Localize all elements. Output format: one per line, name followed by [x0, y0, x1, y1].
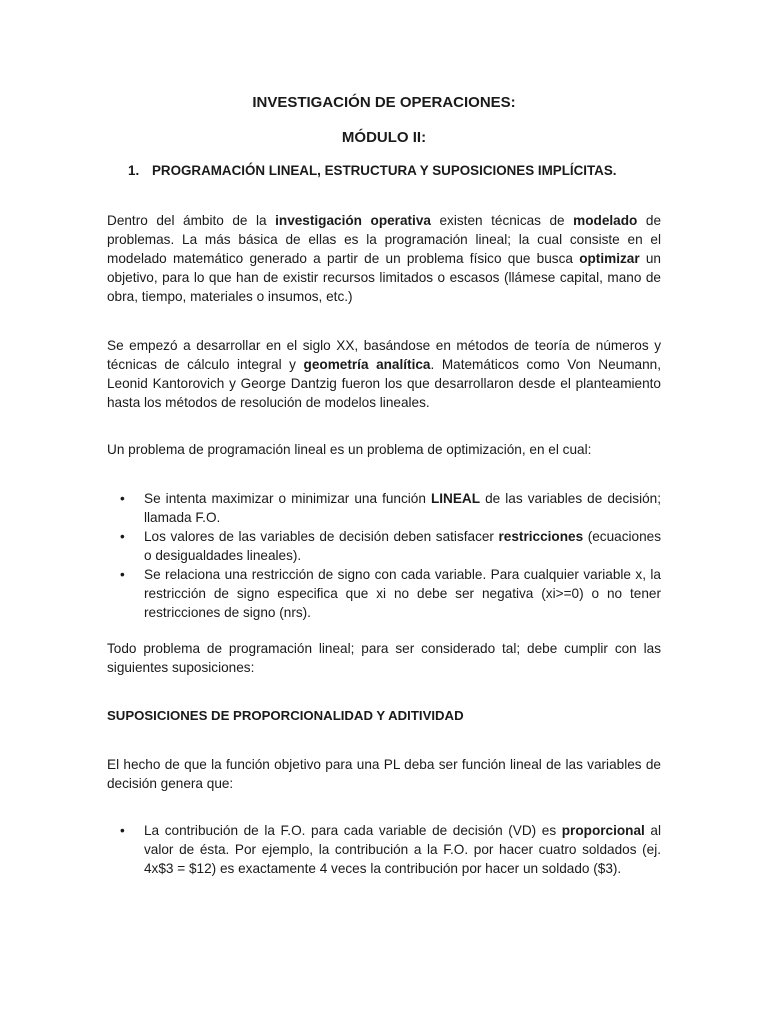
list-item	[107, 489, 661, 527]
sub-heading: SUPOSICIONES DE PROPORCIONALIDAD Y ADITIVIDAD	[107, 708, 464, 723]
bold-term: LINEAL	[430, 491, 481, 506]
text-run: Se intenta maximizar o minimizar una función	[144, 491, 431, 506]
paragraph-definition: Un problema de programación lineal es un problema de optimización, en el cual:	[107, 442, 592, 457]
bold-term: optimizar	[579, 251, 640, 266]
text-run: al valor de ésta. Por ejemplo, la contribución a la F.O. por hacer cuatro soldados (ej. 4x$3 = $12) es exactamente 4 veces la contribución por hacer un soldado ($3).	[144, 823, 662, 876]
text-run: (ecuaciones o desigualdades lineales).	[144, 529, 661, 563]
text-run: Se relaciona una restricción de signo con cada variable. Para cualquier variable x, la restricción de signo especifica que xi no debe ser negativa (xi>=0) o no tener restricciones de signo (nrs).	[144, 567, 661, 620]
bullet-icon: •	[120, 529, 125, 544]
paragraph-history	[107, 336, 661, 412]
bullet-list-proportionality	[107, 821, 661, 878]
bold-term: restricciones	[498, 529, 584, 544]
text-run: de problemas. La más básica de ellas es la programación lineal; la cual consiste en el modelado matemático generado a partir de un problema físico que busca	[107, 213, 662, 266]
bold-term: modelado	[573, 213, 638, 228]
text-run: Dentro del ámbito de la	[107, 213, 276, 228]
module-title: MÓDULO II:	[341, 129, 427, 146]
paragraph-intro	[107, 211, 661, 306]
section-heading	[128, 161, 617, 180]
text-run: Los valores de las variables de decisión deben satisfacer	[144, 529, 499, 544]
text-run: un objetivo, para lo que han de existir recursos limitados o escasos (llámese capital, mano de obra, tiempo, materiales o insumos, etc.)	[107, 251, 661, 304]
list-item	[107, 565, 661, 622]
bullet-icon: •	[120, 567, 125, 582]
bullet-icon: •	[120, 491, 125, 506]
bullet-icon: •	[120, 823, 125, 838]
bullet-list-definition	[107, 489, 661, 622]
text-run: . Matemáticos como Von Neumann, Leonid Kantorovich y George Dantzig fueron los que desarrollaron desde el planteamiento hasta los métodos de resolución de modelos lineales.	[107, 357, 661, 410]
text-run: La contribución de la F.O. para cada variable de decisión (VD) es	[144, 823, 562, 838]
bold-term: proporcional	[561, 823, 645, 838]
list-item	[107, 821, 661, 878]
section-number: 1.	[128, 163, 140, 178]
paragraph-assumptions-intro: Todo problema de programación lineal; para ser considerado tal; debe cumplir con las siguientes suposiciones:	[107, 641, 661, 675]
paragraph-linearity: El hecho de que la función objetivo para una PL deba ser función lineal de las variables de decisión genera que:	[107, 757, 661, 791]
bold-term: geometría analítica	[303, 357, 431, 372]
text-run: Se empezó a desarrollar en el siglo XX, basándose en métodos de teoría de números y técnicas de cálculo integral y	[107, 338, 661, 372]
list-item	[107, 527, 661, 565]
text-run: existen técnicas de	[430, 213, 574, 228]
document-title: INVESTIGACIÓN DE OPERACIONES:	[252, 94, 516, 111]
text-run: de las variables de decisión; llamada F.O.	[144, 491, 661, 525]
section-title: PROGRAMACIÓN LINEAL, ESTRUCTURA Y SUPOSICIONES IMPLÍCITAS.	[152, 163, 617, 178]
bold-term: investigación operativa	[275, 213, 431, 228]
